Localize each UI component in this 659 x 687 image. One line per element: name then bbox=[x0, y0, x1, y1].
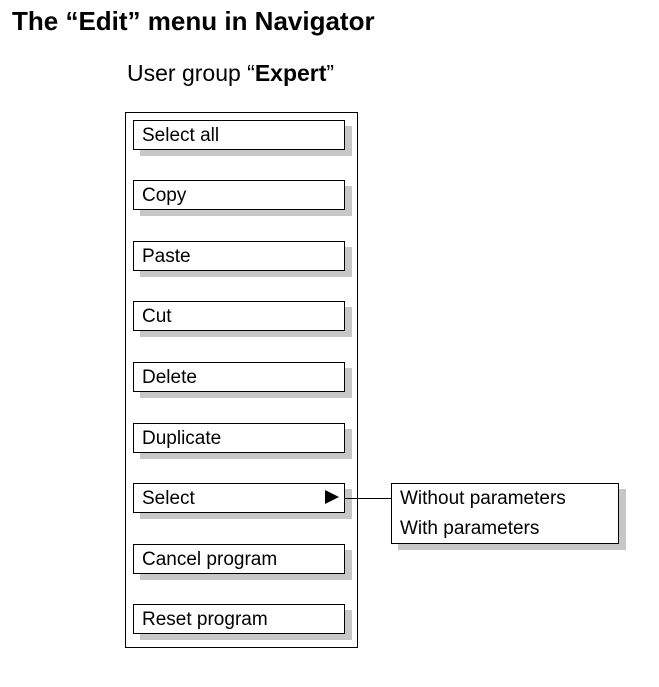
subtitle-suffix: ” bbox=[326, 60, 335, 86]
menu-item-select[interactable] bbox=[133, 483, 345, 513]
menu-item-delete[interactable] bbox=[133, 362, 345, 392]
edit-menu bbox=[125, 112, 358, 648]
submenu-item-with-parameters[interactable]: With parameters bbox=[400, 518, 540, 539]
menu-item-label: Cut bbox=[142, 306, 172, 327]
submenu-item-without-parameters[interactable]: Without parameters bbox=[400, 488, 566, 509]
menu-item-duplicate[interactable] bbox=[133, 423, 345, 453]
menu-item-label: Copy bbox=[142, 185, 187, 206]
menu-item-select-all[interactable] bbox=[133, 120, 345, 150]
menu-item-reset-program[interactable] bbox=[133, 604, 345, 634]
page-title: The “Edit” menu in Navigator bbox=[12, 6, 375, 36]
menu-item-label: Reset program bbox=[142, 609, 268, 630]
page-subtitle bbox=[127, 60, 334, 87]
submenu-arrow-icon bbox=[325, 490, 339, 504]
menu-item-paste[interactable] bbox=[133, 241, 345, 271]
menu-item-label: Delete bbox=[142, 367, 197, 388]
select-submenu bbox=[391, 483, 619, 544]
menu-item-label: Paste bbox=[142, 246, 191, 267]
submenu-connector-line bbox=[345, 498, 392, 499]
subtitle-prefix: User group “ bbox=[127, 60, 255, 86]
menu-item-copy[interactable] bbox=[133, 180, 345, 210]
menu-item-cancel-program[interactable] bbox=[133, 544, 345, 574]
user-group-name: Expert bbox=[254, 60, 327, 86]
menu-item-label: Cancel program bbox=[142, 549, 278, 570]
menu-item-label: Duplicate bbox=[142, 428, 222, 449]
menu-item-label: Select all bbox=[142, 125, 220, 146]
menu-item-cut[interactable] bbox=[133, 301, 345, 331]
menu-item-label: Select bbox=[142, 488, 195, 509]
